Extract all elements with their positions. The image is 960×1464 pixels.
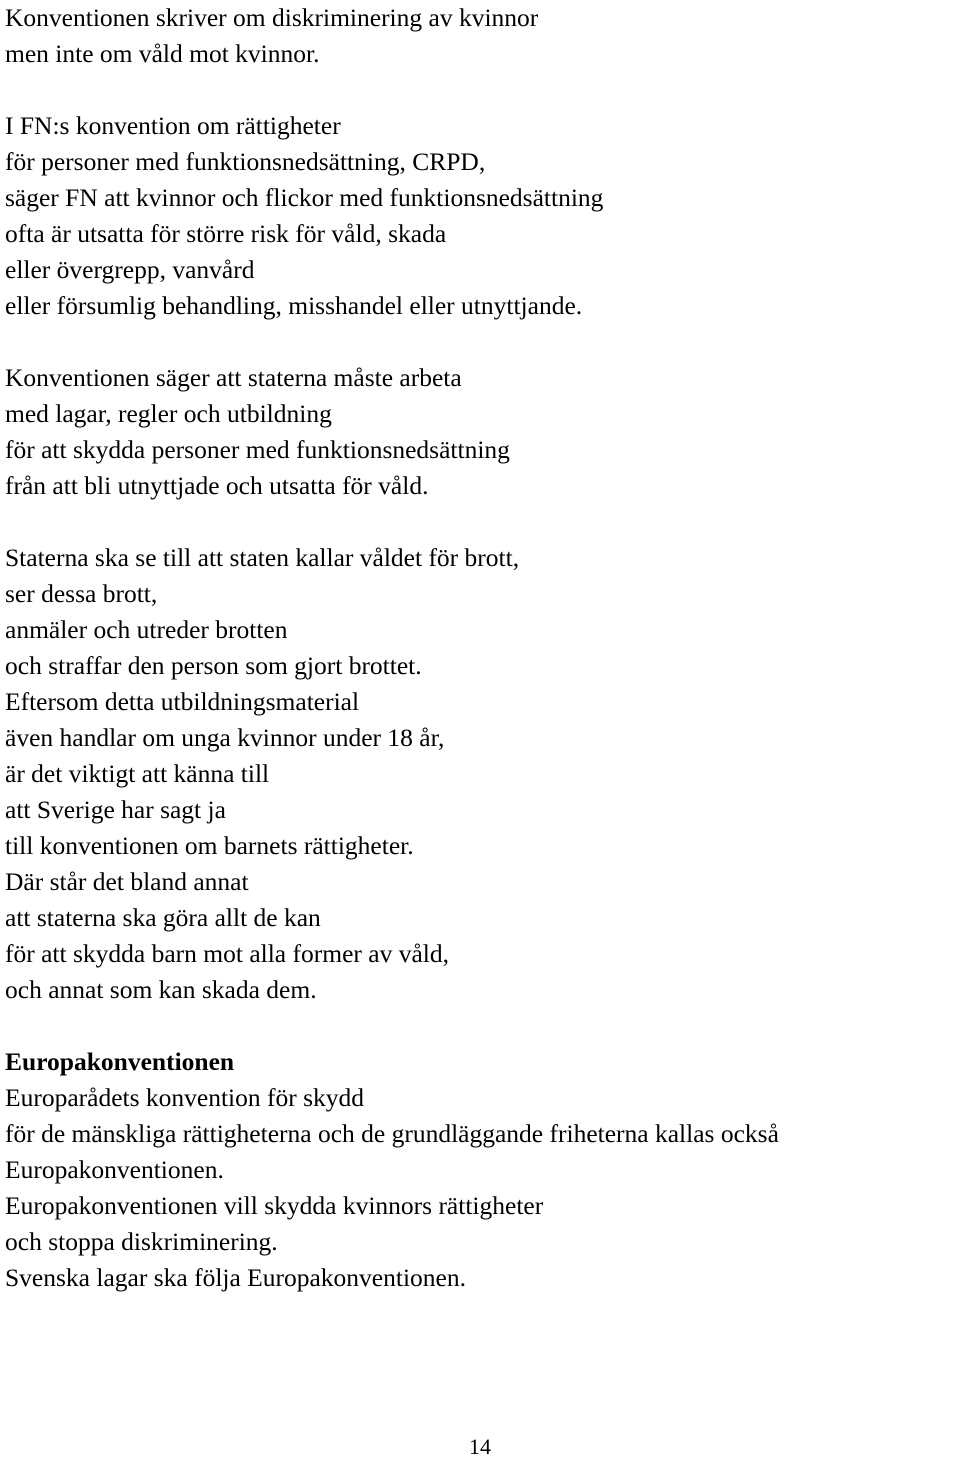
- document-page: [5, 0, 955, 1296]
- paragraph-discrimination: [5, 0, 955, 72]
- text-line: Eftersom detta utbildningsmaterial: [5, 687, 360, 716]
- text-line: eller försumlig behandling, misshandel eller utnyttjande.: [5, 291, 583, 320]
- text-line: för att skydda personer med funktionsnedsättning: [5, 435, 510, 464]
- section-heading: Europakonventionen: [5, 1047, 235, 1076]
- text-line: för de mänskliga rättigheterna och de grundläggande friheterna kallas också: [5, 1119, 779, 1148]
- text-line: och straffar den person som gjort brottet.: [5, 651, 422, 680]
- text-line: I FN:s konvention om rättigheter: [5, 111, 341, 140]
- paragraph-protect-children: [5, 864, 955, 1008]
- text-line: Svenska lagar ska följa Europakonventionen.: [5, 1263, 466, 1292]
- text-line: och stoppa diskriminering.: [5, 1227, 278, 1256]
- text-line: även handlar om unga kvinnor under 18 år,: [5, 723, 445, 752]
- paragraph-states-crime: [5, 540, 955, 684]
- text-line: Konventionen skriver om diskriminering av kvinnor: [5, 3, 539, 32]
- text-line: är det viktigt att känna till: [5, 759, 270, 788]
- text-line: eller övergrepp, vanvård: [5, 255, 255, 284]
- text-line: att staterna ska göra allt de kan: [5, 903, 321, 932]
- paragraph-crpd: [5, 108, 955, 324]
- text-line: från att bli utnyttjade och utsatta för våld.: [5, 471, 429, 500]
- text-line: till konventionen om barnets rättigheter.: [5, 831, 414, 860]
- text-line: Staterna ska se till att staten kallar våldet för brott,: [5, 543, 520, 572]
- text-line: men inte om våld mot kvinnor.: [5, 39, 320, 68]
- text-line: och annat som kan skada dem.: [5, 975, 317, 1004]
- text-line: Europakonventionen vill skydda kvinnors rättigheter: [5, 1191, 544, 1220]
- text-line: säger FN att kvinnor och flickor med funktionsnedsättning: [5, 183, 604, 212]
- section-europakonventionen: [5, 1044, 955, 1296]
- text-line: ofta är utsatta för större risk för våld, skada: [5, 219, 447, 248]
- text-line: Europakonventionen.: [5, 1155, 224, 1184]
- text-line: att Sverige har sagt ja: [5, 795, 226, 824]
- text-line: Konventionen säger att staterna måste arbeta: [5, 363, 462, 392]
- text-line: med lagar, regler och utbildning: [5, 399, 332, 428]
- text-line: Europarådets konvention för skydd: [5, 1083, 365, 1112]
- text-line: anmäler och utreder brotten: [5, 615, 288, 644]
- paragraph-states-must-work: [5, 360, 955, 504]
- text-line: för personer med funktionsnedsättning, CRPD,: [5, 147, 486, 176]
- page-number: 14: [469, 1434, 491, 1459]
- paragraph-child-rights: [5, 684, 955, 864]
- text-line: ser dessa brott,: [5, 579, 158, 608]
- text-line: för att skydda barn mot alla former av våld,: [5, 939, 449, 968]
- text-line: Där står det bland annat: [5, 867, 249, 896]
